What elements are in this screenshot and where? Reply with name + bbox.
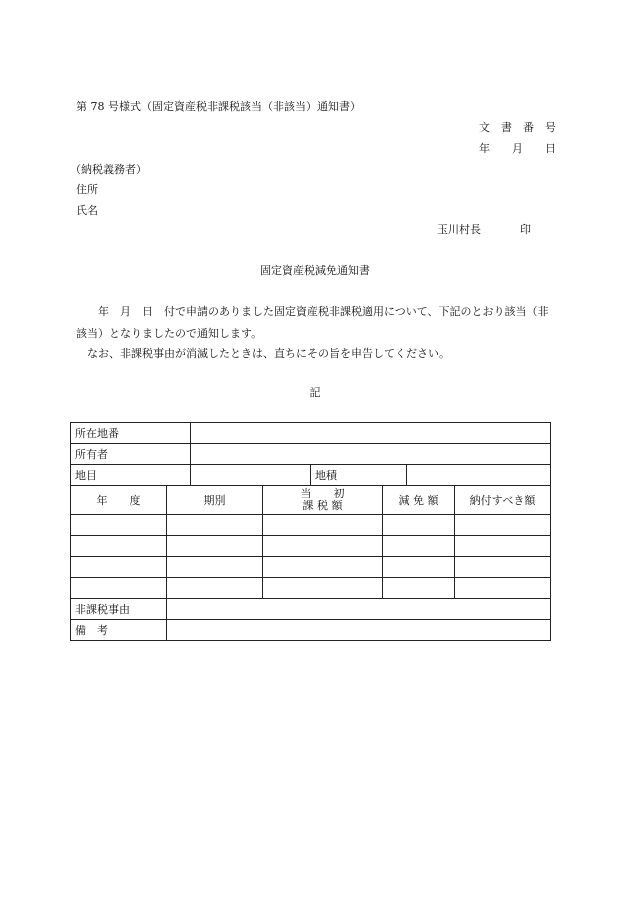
col-period: 期別 — [167, 486, 263, 515]
tax-table — [70, 422, 551, 641]
table-row — [71, 557, 551, 578]
table-cell — [71, 536, 167, 557]
table-cell — [455, 557, 551, 578]
table-cell — [71, 557, 167, 578]
page-title: 固定資産税減免通知書 — [260, 264, 370, 277]
col-reduction: 減 免 額 — [383, 486, 455, 515]
column-header-row — [71, 486, 551, 515]
table-cell — [383, 515, 455, 536]
reason-row — [71, 599, 551, 620]
table-cell — [263, 557, 383, 578]
table-cell — [263, 578, 383, 599]
location-value — [191, 423, 551, 444]
land-category-value — [191, 465, 311, 486]
remarks-value — [167, 620, 551, 641]
owner-value — [191, 444, 551, 465]
body-paragraph-1: 年 月 日 付で申請のありました固定資産税非課税適用について、下記のとおり該当（非該当）となりましたので通知します。 — [76, 305, 549, 340]
address-label: 住所 — [76, 183, 98, 196]
table-cell — [71, 515, 167, 536]
table-cell — [167, 578, 263, 599]
table-cell — [167, 536, 263, 557]
form-number: 第 78 号様式（固定資産税非課税該当（非該当）通知書） — [76, 100, 361, 113]
table-cell — [383, 578, 455, 599]
table-row — [71, 536, 551, 557]
remarks-row — [71, 620, 551, 641]
table-row — [71, 578, 551, 599]
reason-label: 非課税事由 — [71, 599, 167, 620]
name-label: 氏名 — [76, 204, 98, 217]
table-cell — [263, 536, 383, 557]
date-label: 年 月 日 — [479, 142, 556, 155]
area-value — [407, 465, 551, 486]
reason-value — [167, 599, 551, 620]
ki-heading: 記 — [309, 386, 321, 399]
table-cell — [455, 515, 551, 536]
land-row — [71, 465, 551, 486]
area-label: 地積 — [311, 465, 407, 486]
table-cell — [383, 557, 455, 578]
taxpayer-label: （納税義務者） — [70, 163, 147, 176]
issuer-name: 玉川村長 — [437, 223, 481, 236]
table-cell — [455, 536, 551, 557]
table-cell — [455, 578, 551, 599]
seal-mark: 印 — [520, 223, 531, 236]
col-initial-tax-top: 当 初 — [300, 487, 345, 500]
document-number-label: 文 書 番 号 — [479, 121, 556, 134]
body-paragraph-2: なお、非課税事由が消滅したときは、直ちにその旨を申告してください。 — [87, 347, 450, 360]
location-label: 所在地番 — [71, 423, 191, 444]
table-cell — [71, 578, 167, 599]
table-row — [71, 515, 551, 536]
table-cell — [383, 536, 455, 557]
table-cell — [167, 557, 263, 578]
col-payable: 納付すべき額 — [455, 486, 551, 515]
land-category-label: 地目 — [71, 465, 191, 486]
owner-label: 所有者 — [71, 444, 191, 465]
location-row — [71, 423, 551, 444]
table-cell — [263, 515, 383, 536]
table-cell — [167, 515, 263, 536]
owner-row — [71, 444, 551, 465]
remarks-label: 備 考 — [71, 620, 167, 641]
col-initial-tax — [263, 486, 383, 515]
col-initial-tax-bottom: 課 税 額 — [302, 499, 343, 512]
col-year: 年 度 — [71, 486, 167, 515]
